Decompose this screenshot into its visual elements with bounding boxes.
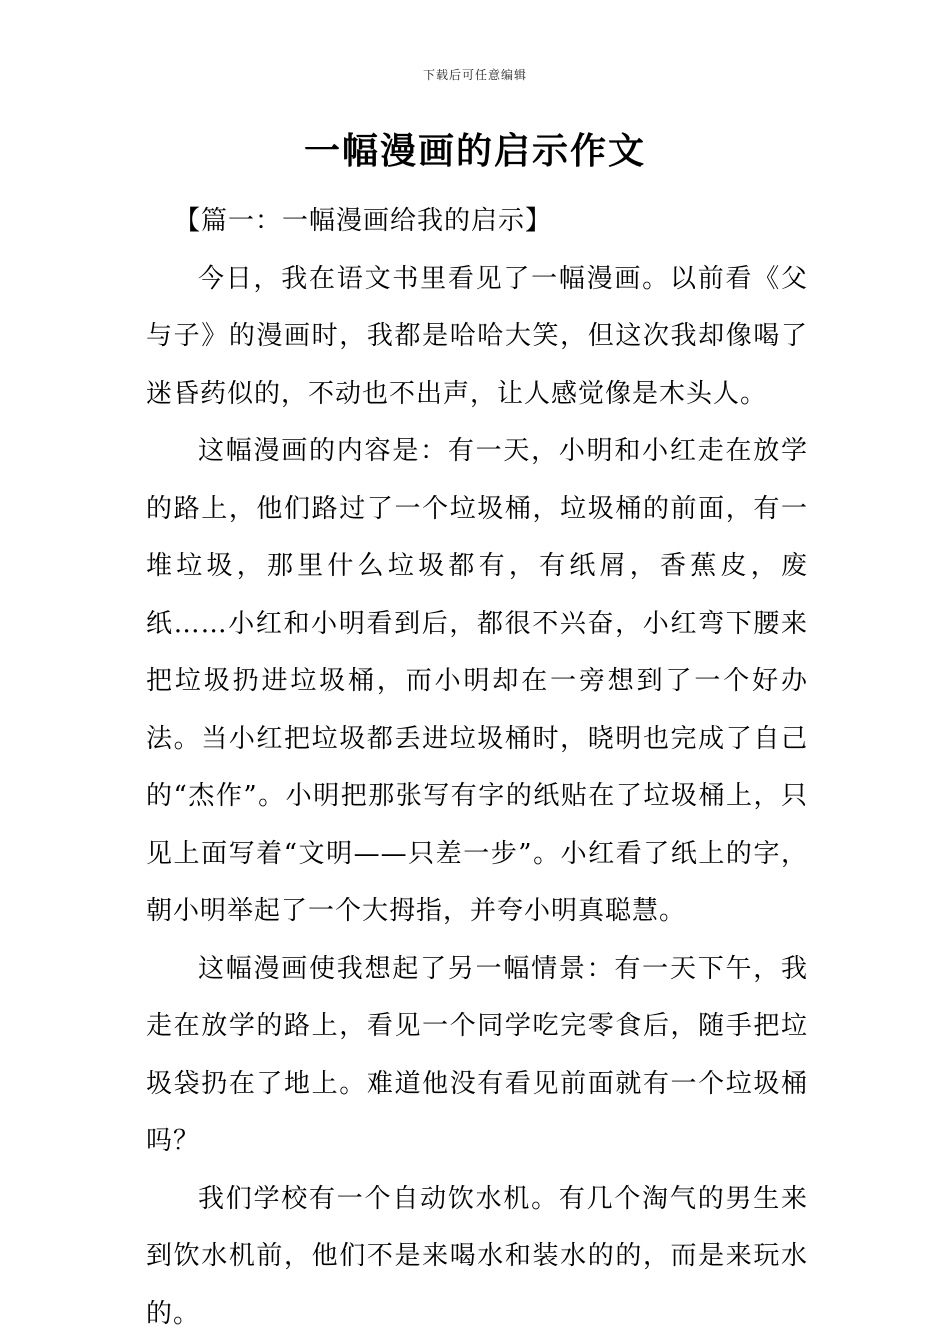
paragraph-1: 今日，我在语文书里看见了一幅漫画。以前看《父与子》的漫画时，我都是哈哈大笑，但这次我却像喝了迷昏药似的，不动也不出声，让人感觉像是木头人。 (146, 263, 808, 409)
paragraph-2: 这幅漫画的内容是：有一天，小明和小红走在放学的路上，他们路过了一个垃圾桶，垃圾桶的前面，有一堆垃圾，那里什么垃圾都有，有纸屑，香蕉皮，废纸……小红和小明看到后，都很不兴奋，小红弯下腰来把垃圾扔进垃圾桶，而小明却在一旁想到了一个好办法。当小红把垃圾都丢进垃圾桶时，晓明也完成了自己的“杰作”。小明把那张写有字的纸贴在了垃圾桶上，只见上面写着“文明——只差一步”。小红看了纸上的字，朝小明举起了一个大拇指，并夸小明真聪慧。 (146, 436, 808, 926)
document-title: 一幅漫画的启示作文 (303, 131, 646, 172)
header-note: 下载后可任意编辑 (422, 68, 527, 82)
paragraph-3: 这幅漫画使我想起了另一幅情景：有一天下午，我走在放学的路上，看见一个同学吃完零食后，随手把垃圾袋扔在了地上。难道他没有看见前面就有一个垃圾桶吗？ (146, 953, 808, 1156)
paragraph-4: 我们学校有一个自动饮水机。有几个淘气的男生来到饮水机前，他们不是来喝水和装水的的，而是来玩水的。 (146, 1183, 808, 1329)
document-body (146, 193, 808, 1343)
section-heading: 【篇一：一幅漫画给我的启示】 (174, 206, 553, 236)
